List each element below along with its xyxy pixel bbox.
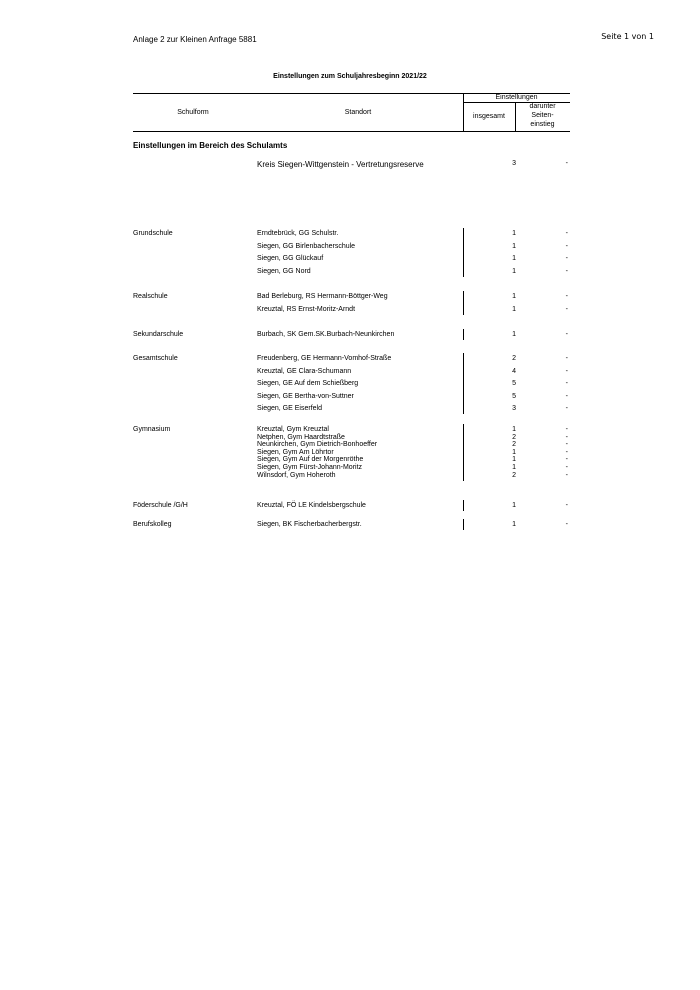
seiteneinstieg-cell: -: [565, 502, 568, 509]
seiteneinstieg-cell: -: [565, 355, 568, 362]
insgesamt-cell: 2: [512, 471, 516, 479]
darunter-line-1: darunter: [529, 103, 556, 110]
standort-cell: Siegen, GE Bertha-von-Suttner: [257, 392, 354, 400]
header-bottom-rule: [133, 131, 570, 132]
standort-cell: Siegen, Gym Fürst-Johann-Moritz: [257, 464, 363, 471]
standort-cell: Kreuztal, RS Ernst-Moritz-Arndt: [257, 305, 356, 313]
seiteneinstieg-cell: -: [565, 242, 568, 250]
seiteneinstieg-cell: -: [565, 471, 568, 479]
group-divider-bar: [463, 329, 464, 340]
standort-cell: Kreuztal, FÖ LE Kindelsbergschule: [257, 502, 366, 509]
seiteneinstieg-cell: -: [565, 380, 568, 387]
column-header-darunter: [515, 102, 570, 129]
seiteneinstieg-cell: -: [565, 305, 568, 313]
insgesamt-cell: 3: [512, 405, 516, 412]
insgesamt-cell: 4: [512, 367, 516, 375]
seiteneinstieg-cell: -: [565, 521, 568, 528]
seiteneinstieg-cell: -: [565, 426, 568, 433]
insgesamt-cell: 1: [512, 242, 516, 250]
section-title: Einstellungen im Bereich des Schulamts: [133, 141, 288, 150]
standort-cell: Siegen, GG Birlenbacherschule: [257, 242, 356, 250]
standort-cell: Siegen, GE Auf dem Schießberg: [257, 380, 359, 387]
insgesamt-cell: 2: [512, 441, 516, 449]
group-divider-bar: [463, 519, 464, 530]
insgesamt-cell: 1: [512, 331, 516, 338]
seiteneinstieg-cell: -: [565, 230, 568, 237]
insgesamt-cell: 1: [512, 426, 516, 433]
standort-cell: Netphen, Gym Haardtstraße: [257, 433, 345, 441]
standort-cell: Siegen, GG Nord: [257, 267, 311, 275]
seiteneinstieg-cell: -: [565, 448, 568, 456]
schulform-label: Gymnasium: [133, 426, 171, 433]
seiteneinstieg-cell: -: [565, 433, 568, 441]
seiteneinstieg-cell: -: [565, 367, 568, 375]
seiteneinstieg-cell: -: [565, 464, 568, 471]
insgesamt-cell: 1: [512, 255, 516, 262]
insgesamt-cell: 5: [512, 380, 516, 387]
page-number: Seite 1 von 1: [601, 32, 654, 41]
schulform-label: Gesamtschule: [133, 355, 178, 362]
standort-cell: Freudenberg, GE Hermann-Vomhof-Straße: [257, 355, 392, 362]
insgesamt-cell: 1: [512, 293, 516, 300]
standort-cell: Neunkirchen, Gym Dietrich-Bonhoeffer: [257, 441, 378, 449]
schulform-label: Realschule: [133, 293, 168, 300]
column-header-einstellungen: Einstellungen: [495, 94, 538, 101]
insgesamt-cell: 1: [512, 464, 516, 471]
column-header-standort: Standort: [344, 109, 372, 116]
group-divider-bar: [463, 291, 464, 315]
insgesamt-cell: 1: [512, 521, 516, 528]
insgesamt-cell: 1: [512, 267, 516, 275]
seiteneinstieg-cell: -: [565, 456, 568, 464]
seiteneinstieg-cell: -: [565, 331, 568, 338]
seiteneinstieg-cell: -: [565, 255, 568, 262]
insgesamt-cell: 2: [512, 355, 516, 362]
standort-cell: Wilnsdorf, Gym Hoheroth: [257, 471, 336, 479]
group-divider-bar: [463, 500, 464, 511]
page-title: Einstellungen zum Schuljahresbeginn 2021/22: [273, 73, 427, 80]
group-divider-bar: [463, 424, 464, 481]
insgesamt-cell: 1: [512, 448, 516, 456]
standort-cell: Kreuztal, Gym Kreuztal: [257, 426, 329, 433]
standort-cell: Siegen, Gym Auf der Morgenröthe: [257, 456, 364, 464]
seiteneinstieg-cell: -: [565, 392, 568, 400]
insgesamt-cell: 1: [512, 502, 516, 509]
insgesamt-cell: 2: [512, 433, 516, 441]
reserve-label: Kreis Siegen-Wittgenstein - Vertretungsreserve: [257, 160, 424, 169]
seiteneinstieg-cell: -: [565, 405, 568, 412]
insgesamt-cell: 1: [512, 456, 516, 464]
standort-cell: Siegen, GE Eiserfeld: [257, 405, 322, 412]
group-divider-bar: [463, 228, 464, 277]
reserve-seiteneinstieg: -: [565, 160, 568, 167]
schulform-label: Sekundarschule: [133, 331, 184, 338]
darunter-line-3: einstieg: [530, 121, 555, 128]
standort-cell: Siegen, Gym Am Löhrtor: [257, 448, 334, 456]
standort-cell: Burbach, SK Gem.SK.Burbach-Neunkirchen: [257, 331, 395, 338]
seiteneinstieg-cell: -: [565, 441, 568, 449]
group-divider-bar: [463, 353, 464, 414]
document-label: Anlage 2 zur Kleinen Anfrage 5881: [133, 35, 257, 44]
standort-cell: Kreuztal, GE Clara-Schumann: [257, 367, 352, 375]
insgesamt-cell: 1: [512, 305, 516, 313]
column-header-schulform: Schulform: [177, 109, 209, 116]
insgesamt-cell: 5: [512, 392, 516, 400]
schulform-label: Berufskolleg: [133, 521, 172, 528]
column-header-insgesamt: insgesamt: [473, 113, 505, 120]
standort-cell: Erndtebrück, GG Schulstr.: [257, 230, 339, 237]
standort-cell: Siegen, BK Fischerbacherbergstr.: [257, 521, 362, 528]
seiteneinstieg-cell: -: [565, 267, 568, 275]
schulform-label: Grundschule: [133, 230, 173, 237]
standort-cell: Siegen, GG Glückauf: [257, 255, 324, 262]
seiteneinstieg-cell: -: [565, 293, 568, 300]
schulform-label: Föderschule /G/H: [133, 502, 188, 509]
insgesamt-cell: 1: [512, 230, 516, 237]
standort-cell: Bad Berleburg, RS Hermann-Böttger-Weg: [257, 293, 388, 300]
darunter-line-2: Seiten-: [531, 112, 554, 119]
reserve-insgesamt: 3: [512, 160, 516, 167]
